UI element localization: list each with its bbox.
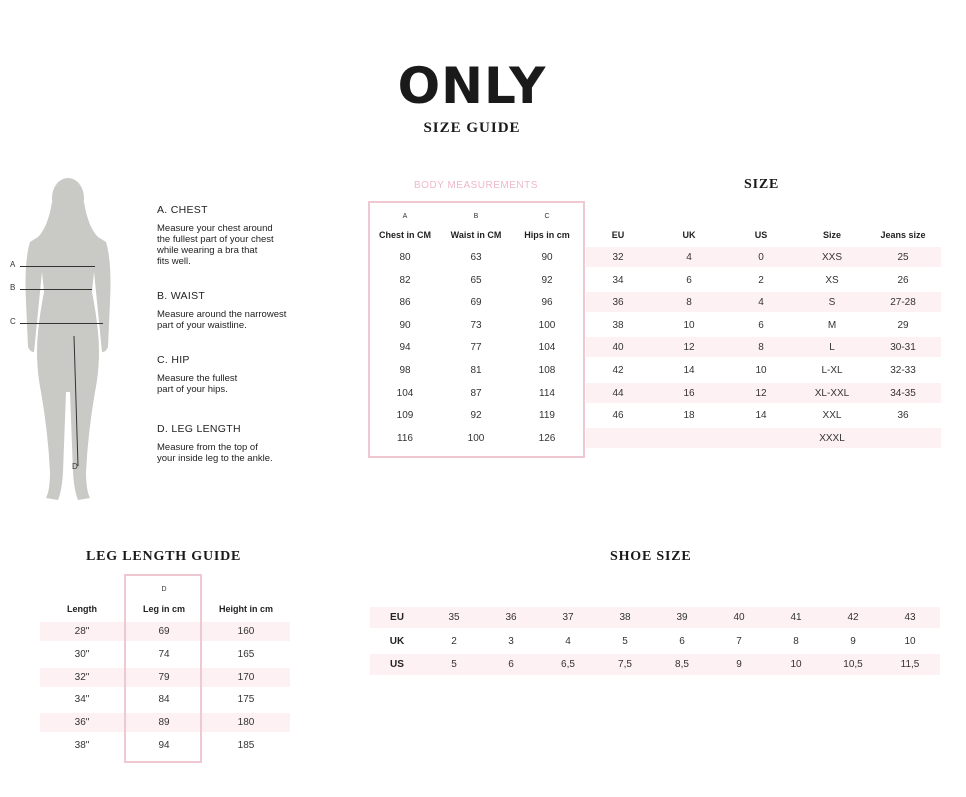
size-cell: 77 <box>470 342 482 354</box>
size-cell: 12 <box>683 342 695 354</box>
column-header: Waist in CM <box>450 230 502 240</box>
measure-waist <box>157 290 337 331</box>
size-cell: S <box>828 297 836 309</box>
marker-d: D <box>72 462 78 471</box>
shoe-cell: 8,5 <box>675 659 689 670</box>
measure-heading: A. CHEST <box>157 204 208 216</box>
size-cell: 104 <box>538 342 556 354</box>
size-cell: M <box>827 319 837 331</box>
size-cell: 100 <box>467 432 485 444</box>
size-cell: 108 <box>538 365 556 376</box>
shoe-cell: 6,5 <box>561 659 575 670</box>
measure-line: fits well. <box>157 256 191 267</box>
size-cell: 0 <box>758 252 764 263</box>
measure-line: Measure your chest around <box>157 223 273 234</box>
measure-line: Measure around the narrowest <box>157 309 287 320</box>
shoe-cell: 36 <box>505 612 517 623</box>
measure-line: Measure from the top of <box>157 442 258 453</box>
size-cell: 25 <box>897 252 909 263</box>
size-row-stripe <box>586 428 941 448</box>
leg-cell: 185 <box>237 740 255 751</box>
column-header: Jeans size <box>880 230 926 240</box>
leg-cell: 79 <box>158 671 170 683</box>
size-cell: 16 <box>683 387 695 399</box>
size-cell: 65 <box>470 274 482 286</box>
size-cell: 92 <box>470 410 482 422</box>
shoe-cell: 7,5 <box>618 659 632 670</box>
size-cell: 126 <box>538 432 556 444</box>
size-cell: 6 <box>686 274 692 286</box>
size-cell: 40 <box>612 342 624 354</box>
size-cell: 96 <box>541 297 553 309</box>
size-cell: 82 <box>399 274 411 286</box>
size-cell: 12 <box>755 387 767 399</box>
size-cell: 90 <box>399 319 411 331</box>
leg-header: Length <box>67 604 97 614</box>
size-cell: 90 <box>541 252 553 263</box>
measure-line: Measure the fullest <box>157 373 238 384</box>
leg-cell: 36" <box>74 717 90 729</box>
size-cell: XXXL <box>819 432 845 444</box>
size-cell: L-XL <box>821 365 843 376</box>
body-measurements-label: BODY MEASUREMENTS <box>414 180 538 191</box>
size-cell: 10 <box>683 319 695 331</box>
size-cell: 98 <box>399 365 411 376</box>
shoe-cell: 6 <box>679 635 685 647</box>
leg-guide-title: LEG LENGTH GUIDE <box>86 549 242 564</box>
shoe-cell: 43 <box>904 612 916 623</box>
leg-cell: 165 <box>237 648 255 660</box>
shoe-cell: 2 <box>451 635 457 647</box>
leg-cell: 38" <box>74 740 90 751</box>
column-header: Size <box>822 230 841 240</box>
shoe-row-label: US <box>390 659 404 670</box>
size-cell: 69 <box>470 297 482 309</box>
measure-line: while wearing a bra that <box>157 245 258 256</box>
shoe-row-label: EU <box>390 612 404 623</box>
size-cell: 29 <box>897 319 909 331</box>
shoe-cell: 41 <box>790 612 802 623</box>
size-cell: 27-28 <box>890 297 916 309</box>
shoe-cell: 39 <box>676 612 688 623</box>
measure-line: your inside leg to the ankle. <box>157 453 273 464</box>
measure-heading: B. WAIST <box>157 290 206 302</box>
size-cell: 81 <box>470 365 482 376</box>
leg-cell: 170 <box>237 671 255 683</box>
size-cell: 26 <box>897 274 909 286</box>
leg-cell: 74 <box>158 648 170 660</box>
shoe-cell: 38 <box>619 612 631 623</box>
leg-cell: 84 <box>158 694 170 706</box>
leg-cell: 34" <box>74 694 90 706</box>
size-cell: 119 <box>539 410 555 422</box>
shoe-cell: 11,5 <box>900 659 920 670</box>
size-cell: 109 <box>396 410 414 422</box>
leg-cell: 30" <box>74 648 90 660</box>
shoe-cell: 9 <box>736 659 742 670</box>
shoe-cell: 10 <box>904 635 916 647</box>
leg-cell: 175 <box>237 694 255 706</box>
marker-b: B <box>10 283 16 292</box>
shoe-cell: 35 <box>448 612 460 623</box>
body-measurements-box <box>368 201 585 458</box>
marker-a: A <box>10 260 16 269</box>
size-cell: 32-33 <box>890 365 916 376</box>
measure-heading: C. HIP <box>157 354 190 366</box>
shoe-title: SHOE SIZE <box>610 549 692 564</box>
size-cell: 6 <box>758 319 764 331</box>
measure-line: part of your hips. <box>157 384 228 395</box>
shoe-cell: 42 <box>847 612 859 623</box>
shoe-cell: 3 <box>508 635 514 647</box>
size-cell: 32 <box>612 252 624 263</box>
marker-line-c <box>20 323 103 324</box>
size-cell: 8 <box>686 297 692 309</box>
leg-in-cm-box <box>124 574 202 763</box>
size-cell: XL-XXL <box>814 387 850 399</box>
marker-c: C <box>10 317 16 326</box>
shoe-cell: 10,5 <box>843 659 863 670</box>
size-cell: 14 <box>683 365 695 376</box>
size-cell: 104 <box>396 387 414 399</box>
shoe-cell: 5 <box>622 635 628 647</box>
size-cell: 114 <box>539 387 555 399</box>
shoe-cell: 8 <box>793 635 799 647</box>
column-header: US <box>754 230 768 240</box>
shoe-cell: 4 <box>565 635 571 647</box>
measure-heading: D. LEG LENGTH <box>157 423 241 435</box>
leg-cell: 94 <box>158 740 170 751</box>
shoe-cell: 7 <box>736 635 742 647</box>
size-cell: 4 <box>686 252 692 263</box>
size-cell: 100 <box>538 319 556 331</box>
shoe-row-label: UK <box>389 635 405 647</box>
leg-cell: 28" <box>74 626 90 637</box>
size-cell: 94 <box>399 342 411 354</box>
shoe-cell: 37 <box>562 612 574 623</box>
leg-letter: D <box>161 586 167 593</box>
measure-line: part of your waistline. <box>157 320 247 331</box>
size-cell: 30-31 <box>890 342 916 354</box>
size-cell: 92 <box>541 274 553 286</box>
size-cell: L <box>829 342 835 354</box>
size-cell: 34-35 <box>890 387 916 399</box>
size-cell: 34 <box>612 274 624 286</box>
column-letter: A <box>402 213 408 220</box>
leg-cell: 69 <box>158 626 170 637</box>
column-letter: C <box>544 213 550 220</box>
measure-line: the fullest part of your chest <box>157 234 274 245</box>
size-cell: 36 <box>612 297 624 309</box>
size-cell: 36 <box>897 410 909 422</box>
column-header: Chest in CM <box>378 230 431 240</box>
size-cell: 86 <box>399 297 411 309</box>
column-letter: B <box>473 213 479 220</box>
size-cell: 116 <box>397 432 413 444</box>
size-cell: 8 <box>758 342 764 354</box>
measure-hip <box>157 354 337 395</box>
column-header: EU <box>611 230 625 240</box>
size-cell: 46 <box>612 410 624 422</box>
size-cell: 80 <box>399 252 411 263</box>
measure-leg <box>157 423 337 464</box>
size-cell: 87 <box>470 387 482 399</box>
shoe-cell: 10 <box>790 659 802 670</box>
leg-header: Height in cm <box>218 604 273 614</box>
size-heading: SIZE <box>744 177 780 192</box>
size-cell: 14 <box>755 410 767 422</box>
leg-cell: 160 <box>237 626 255 637</box>
column-header: Hips in cm <box>524 230 570 240</box>
brand-logo: ONLY <box>397 57 547 115</box>
leg-header: Leg in cm <box>142 604 185 614</box>
marker-line-a <box>20 266 95 267</box>
size-cell: XXS <box>821 252 842 263</box>
body-figure <box>8 172 128 507</box>
size-cell: 2 <box>758 274 764 286</box>
column-header: UK <box>682 230 696 240</box>
leg-cell: 89 <box>158 717 170 729</box>
measure-chest <box>157 204 337 267</box>
size-cell: 18 <box>683 410 695 422</box>
size-cell: 10 <box>755 365 767 376</box>
shoe-cell: 9 <box>850 635 856 647</box>
size-cell: 4 <box>758 297 764 309</box>
size-cell: XXL <box>822 410 842 422</box>
size-cell: 63 <box>470 252 482 263</box>
size-cell: 42 <box>612 365 624 376</box>
leg-cell: 32" <box>74 671 90 683</box>
size-cell: 73 <box>470 319 482 331</box>
size-cell: 44 <box>612 387 624 399</box>
size-cell: 38 <box>612 319 624 331</box>
size-cell: XS <box>825 274 839 286</box>
leg-cell: 180 <box>237 717 255 729</box>
shoe-cell: 6 <box>508 659 514 670</box>
shoe-cell: 5 <box>451 659 457 670</box>
shoe-cell: 40 <box>733 612 745 623</box>
page-title: SIZE GUIDE <box>423 120 521 136</box>
marker-line-b <box>20 289 92 290</box>
